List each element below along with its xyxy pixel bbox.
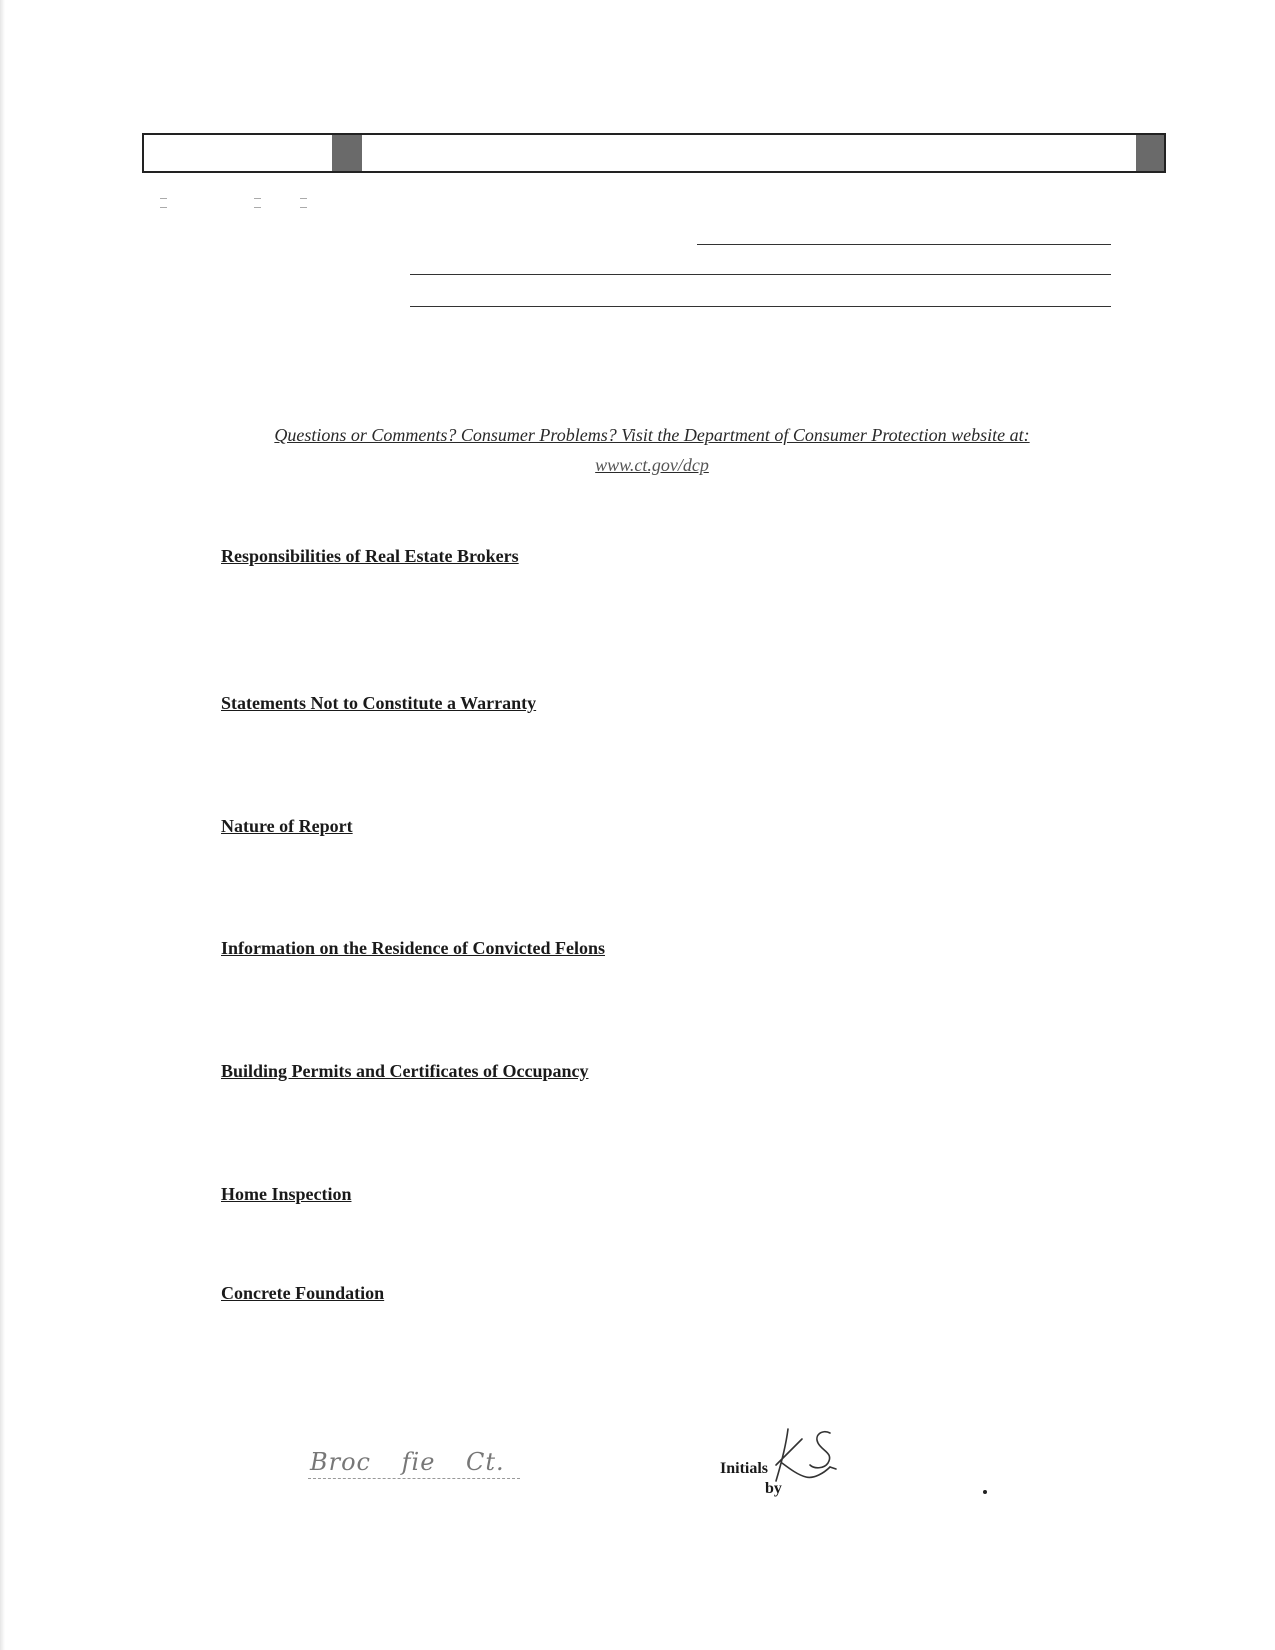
section-heading: Nature of Report	[221, 816, 353, 836]
notice-url-link[interactable]: www.ct.gov/dcp	[595, 455, 709, 475]
blank-field-line	[697, 244, 1111, 245]
page-edge-shadow	[0, 0, 5, 1650]
by-label: by	[765, 1480, 782, 1497]
blank-field-line	[410, 306, 1111, 307]
checkbox-mark	[300, 198, 307, 208]
blank-field-line	[410, 274, 1111, 275]
signature-ks-icon	[770, 1425, 850, 1485]
header-redaction-block	[332, 135, 362, 171]
consumer-protection-notice	[200, 420, 1104, 480]
section-heading: Home Inspection	[221, 1184, 352, 1204]
header-bar	[142, 133, 1166, 173]
handwritten-word: Broc	[310, 1448, 371, 1476]
section-heading: Statements Not to Constitute a Warranty	[221, 693, 537, 713]
section-heading: Responsibilities of Real Estate Brokers	[221, 546, 519, 566]
header-redaction-block	[1136, 135, 1164, 171]
notice-text: Questions or Comments? Consumer Problems? Visit the Department of Consumer Protection website at:	[274, 425, 1030, 445]
checkbox-mark	[160, 198, 167, 208]
checkbox-mark	[254, 198, 261, 208]
handwritten-address	[310, 1448, 527, 1476]
handwritten-word: fie	[401, 1448, 436, 1476]
initials-label: Initials	[720, 1460, 769, 1477]
section-heading: Building Permits and Certificates of Occupancy	[221, 1061, 589, 1081]
address-underline	[308, 1478, 520, 1479]
period-mark	[983, 1490, 987, 1494]
section-heading: Concrete Foundation	[221, 1283, 385, 1303]
handwritten-word: Ct.	[466, 1448, 505, 1476]
section-heading: Information on the Residence of Convicted Felons	[221, 938, 605, 958]
